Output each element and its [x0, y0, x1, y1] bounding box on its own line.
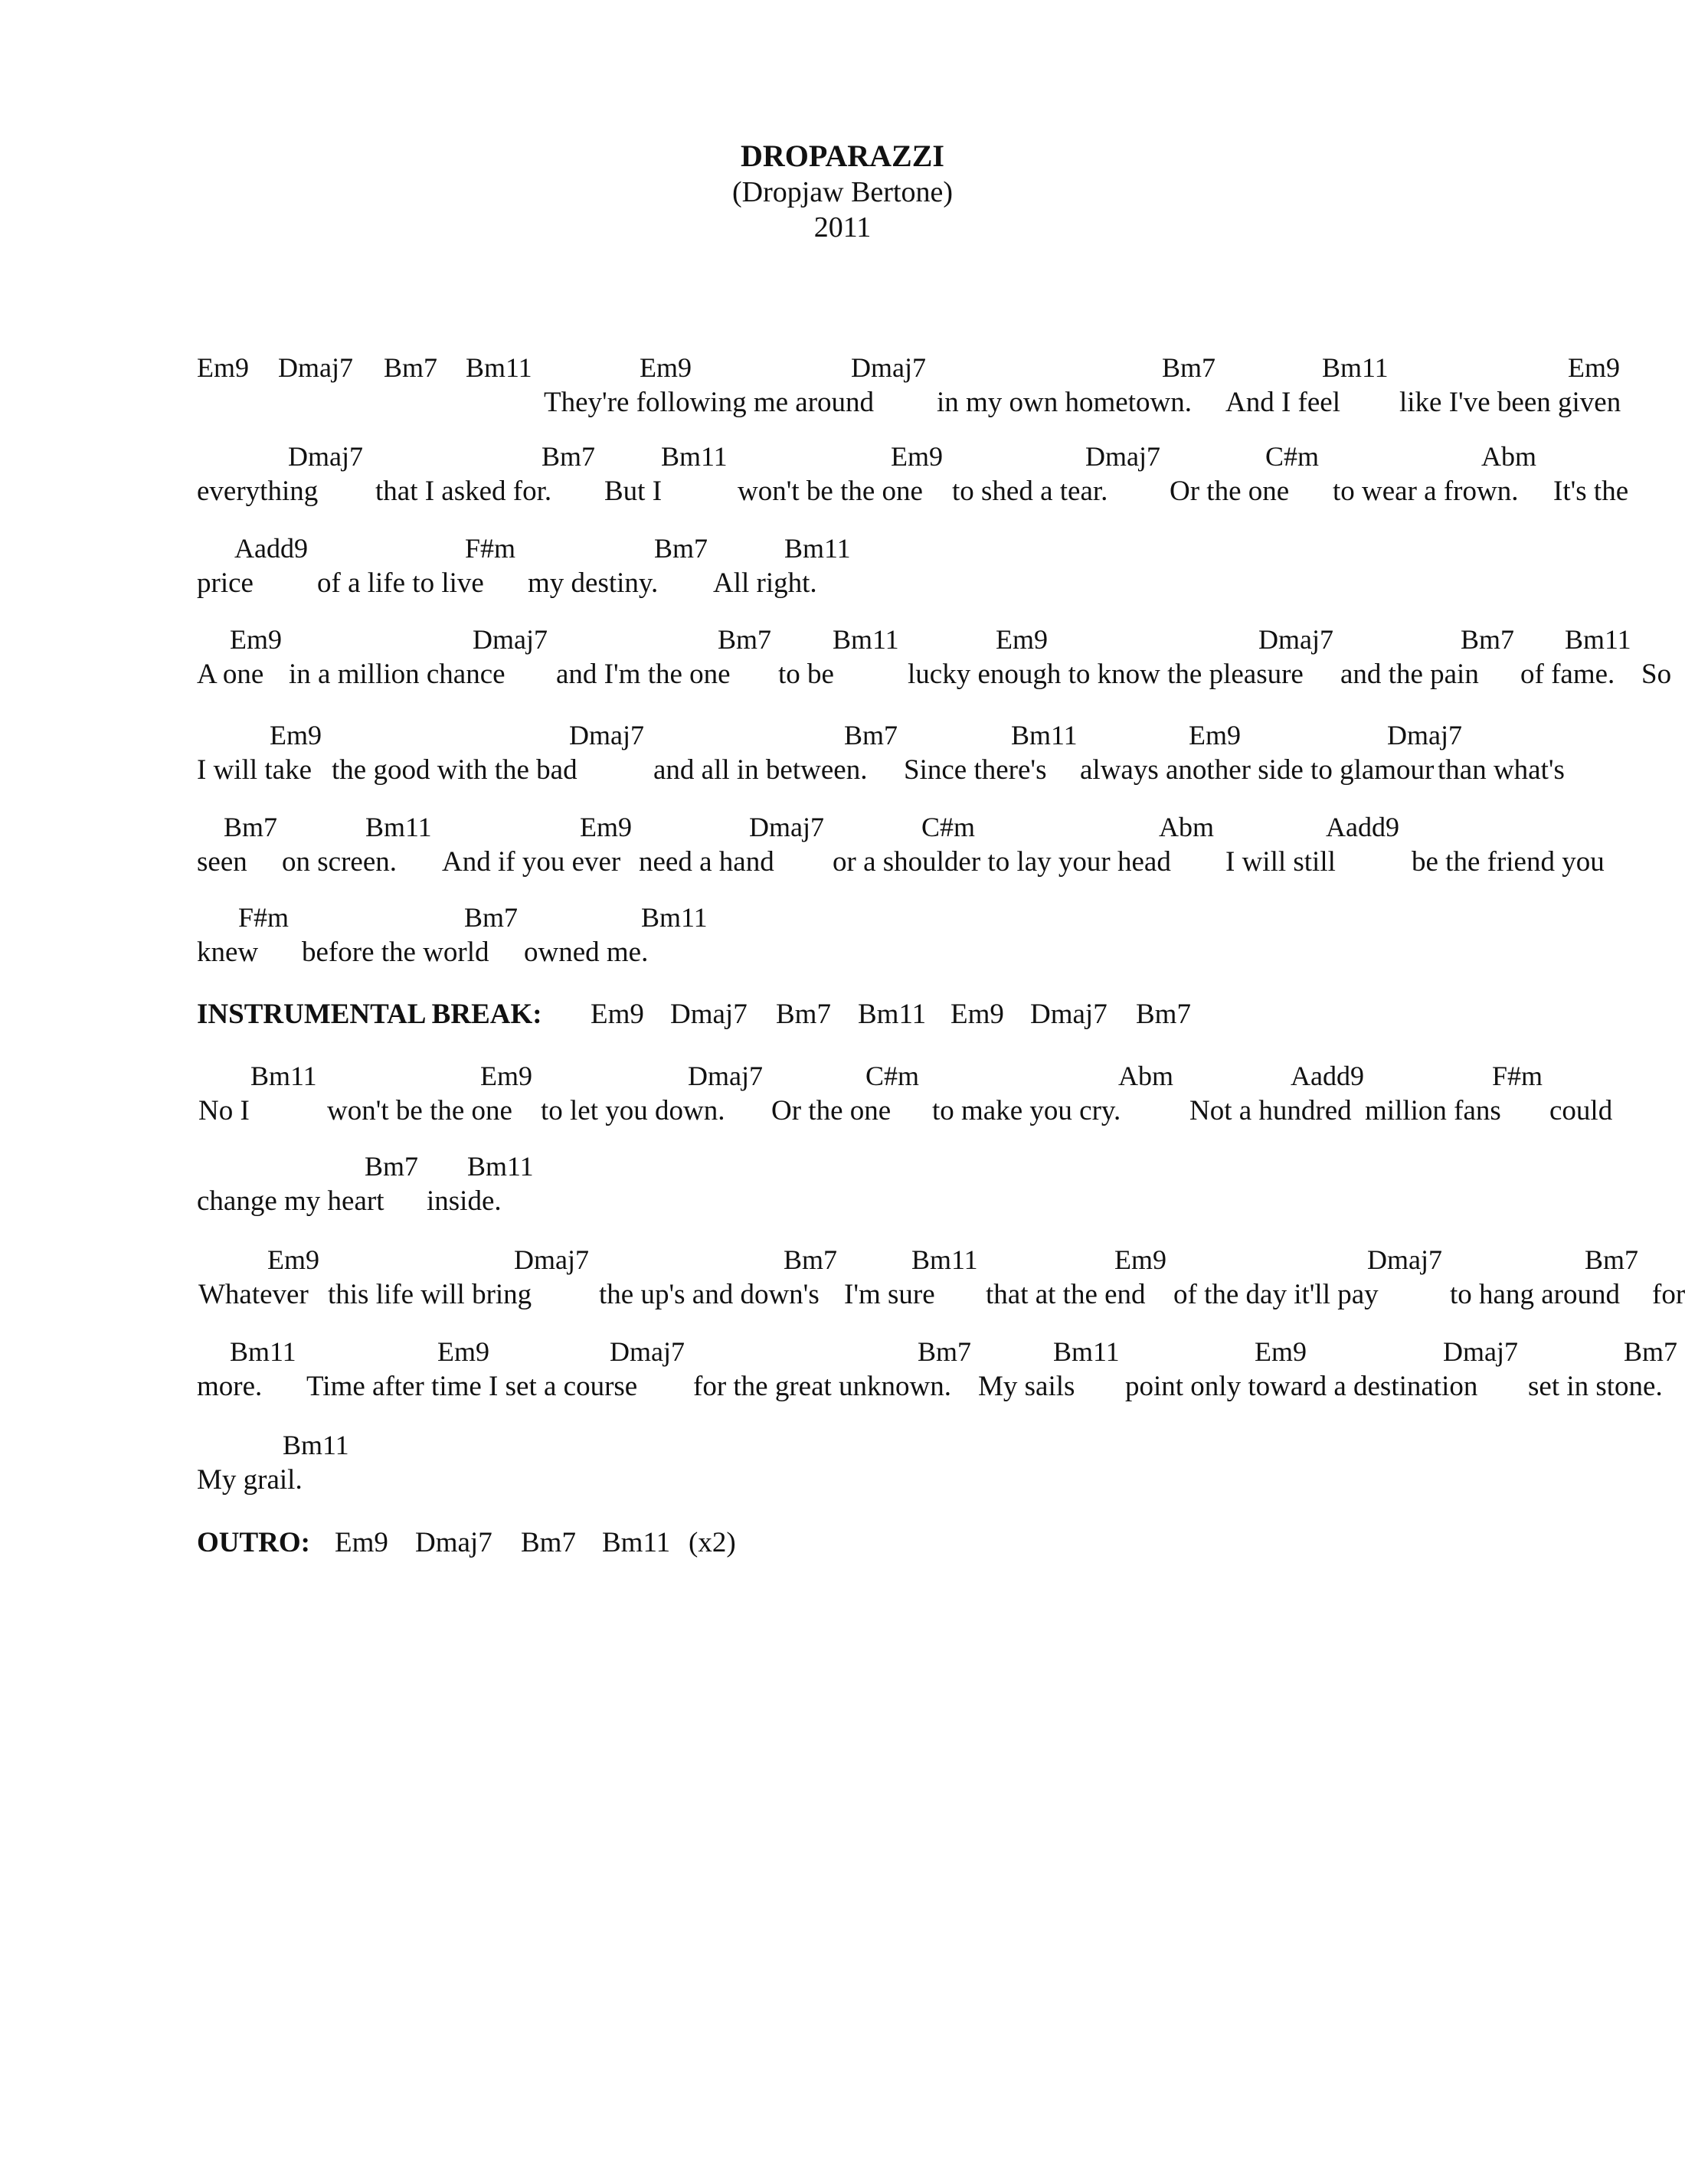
- lyric-line: [0, 568, 1685, 599]
- lyric-text: to make you cry.: [932, 1095, 1121, 1126]
- chord-name: Em9: [891, 441, 943, 472]
- chord-name: Bm11: [230, 1336, 296, 1367]
- chord-line: [0, 624, 1685, 655]
- lyric-line: [0, 1465, 1685, 1496]
- chord-name: Em9: [197, 352, 249, 383]
- lyric-line: [0, 847, 1685, 878]
- lyric-text: All right.: [713, 567, 817, 599]
- chord-name: Bm7: [654, 533, 708, 564]
- chord-name: Bm7: [1461, 624, 1515, 655]
- chord-name: Bm11: [784, 533, 851, 564]
- chord-name: Bm11: [1565, 624, 1631, 655]
- lyric-text: and the pain: [1340, 659, 1479, 690]
- lyric-line: [0, 1186, 1685, 1217]
- chord-name: Em9: [335, 1527, 388, 1558]
- lyric-text: to wear a frown.: [1333, 476, 1519, 507]
- chord-name: Dmaj7: [851, 352, 926, 383]
- lyric-text: always another side to glamour: [1080, 754, 1435, 786]
- chord-name: Abm: [1118, 1061, 1173, 1091]
- chord-line: [0, 1244, 1685, 1275]
- lyric-text: the up's and down's: [599, 1279, 820, 1310]
- chord-name: F#m: [1492, 1061, 1543, 1091]
- lyric-line: [0, 659, 1685, 690]
- lyric-text: could: [1549, 1095, 1613, 1126]
- chord-name: Dmaj7: [473, 624, 548, 655]
- lyric-text: Or the one: [771, 1095, 892, 1126]
- chord-name: Bm7: [541, 441, 596, 472]
- lyric-text: It's the: [1553, 476, 1629, 507]
- chord-name: Bm7: [1136, 999, 1191, 1030]
- lyric-text: or a shoulder to lay your head: [833, 846, 1171, 878]
- chord-name: Bm7: [521, 1527, 576, 1558]
- chord-line: [0, 441, 1685, 472]
- lyric-text: to shed a tear.: [952, 476, 1108, 507]
- chord-name: C#m: [921, 812, 976, 842]
- chord-line: [0, 812, 1685, 842]
- lyric-text: But I: [604, 476, 663, 507]
- chord-name: Dmaj7: [1258, 624, 1333, 655]
- lyric-text: more.: [197, 1371, 263, 1402]
- chord-name: Bm7: [918, 1336, 972, 1367]
- chord-name: Dmaj7: [1387, 720, 1462, 750]
- chord-name: Bm7: [224, 812, 278, 842]
- chord-name: Dmaj7: [1367, 1244, 1442, 1275]
- chord-name: Bm7: [384, 352, 438, 383]
- chord-line: [0, 902, 1685, 933]
- lyric-text: knew: [197, 937, 259, 968]
- chord-name: Bm11: [250, 1061, 317, 1091]
- chord-name: Bm11: [365, 812, 432, 842]
- lyric-text: Or the one: [1170, 476, 1290, 507]
- chord-name: Bm11: [467, 1151, 534, 1182]
- lyric-text: They're following me around: [544, 387, 875, 418]
- lyric-text: point only toward a destination: [1125, 1371, 1478, 1402]
- chord-name: Bm11: [1011, 720, 1078, 750]
- chord-name: Dmaj7: [670, 999, 748, 1030]
- lyric-text: that at the end: [986, 1279, 1146, 1310]
- chord-name: Bm11: [911, 1244, 978, 1275]
- lyric-text: to let you down.: [541, 1095, 725, 1126]
- chord-name: C#m: [1265, 441, 1320, 472]
- lyric-text: Whatever: [198, 1279, 309, 1310]
- chord-name: Em9: [480, 1061, 532, 1091]
- lyric-text: Time after time I set a course: [306, 1371, 638, 1402]
- chord-name: C#m: [865, 1061, 920, 1091]
- lyric-text: of the day it'll pay: [1173, 1279, 1379, 1310]
- lyric-text: A one: [197, 659, 264, 690]
- chord-name: Dmaj7: [514, 1244, 589, 1275]
- lyric-text: My grail.: [197, 1464, 303, 1496]
- chord-line: [0, 720, 1685, 750]
- chord-name: Abm: [1481, 441, 1536, 472]
- chord-name: Abm: [1159, 812, 1214, 842]
- lyric-text: I will still: [1225, 846, 1336, 878]
- lyric-text: than what's: [1438, 754, 1565, 786]
- chord-name: Dmaj7: [610, 1336, 685, 1367]
- chord-line: [0, 533, 1685, 564]
- lyric-text: lucky enough to know the pleasure: [908, 659, 1304, 690]
- lyric-text: price: [197, 567, 254, 599]
- chord-name: Dmaj7: [749, 812, 824, 842]
- chord-name: Bm11: [1053, 1336, 1120, 1367]
- chord-name: Em9: [267, 1244, 319, 1275]
- lyric-text: everything: [197, 476, 319, 507]
- lyric-text: My sails: [978, 1371, 1075, 1402]
- chord-name: Dmaj7: [569, 720, 644, 750]
- lyric-text: my destiny.: [528, 567, 659, 599]
- lyric-text: of a life to live: [317, 567, 484, 599]
- chord-name: Em9: [1189, 720, 1241, 750]
- lyric-text: And if you ever: [442, 846, 621, 878]
- section-label: INSTRUMENTAL BREAK:: [197, 999, 542, 1030]
- chord-line: [0, 1151, 1685, 1182]
- chord-name: Em9: [580, 812, 632, 842]
- lyric-text: for: [1652, 1279, 1685, 1310]
- lyric-text: this life will bring: [328, 1279, 532, 1310]
- chord-line: [0, 352, 1685, 383]
- lyric-text: in a million chance: [289, 659, 506, 690]
- chord-name: Bm7: [365, 1151, 419, 1182]
- lyric-text: before the world: [302, 937, 489, 968]
- lyric-text: I will take: [197, 754, 312, 786]
- lyric-text: won't be the one: [327, 1095, 512, 1126]
- lyric-text: No I: [198, 1095, 250, 1126]
- lyric-text: for the great unknown.: [693, 1371, 952, 1402]
- lyric-line: [0, 1372, 1685, 1402]
- lyric-text: seen: [197, 846, 247, 878]
- chord-name: Bm11: [833, 624, 899, 655]
- chord-line: [0, 1430, 1685, 1460]
- lyric-text: of fame.: [1520, 659, 1615, 690]
- chord-name: Em9: [230, 624, 282, 655]
- chord-name: Aadd9: [1326, 812, 1399, 842]
- section-label: OUTRO:: [197, 1527, 310, 1558]
- chord-name: Bm11: [1322, 352, 1389, 383]
- lyric-text: won't be the one: [738, 476, 923, 507]
- lyric-text: and all in between.: [653, 754, 868, 786]
- chord-name: F#m: [465, 533, 516, 564]
- chord-name: Bm7: [1162, 352, 1216, 383]
- chord-name: Em9: [640, 352, 692, 383]
- chord-name: Dmaj7: [1443, 1336, 1518, 1367]
- chord-name: Em9: [1255, 1336, 1307, 1367]
- chord-name: Bm7: [464, 902, 519, 933]
- chord-name: Em9: [996, 624, 1048, 655]
- lyric-text: that I asked for.: [375, 476, 552, 507]
- lyric-line: [0, 755, 1685, 786]
- lyric-line: [0, 1280, 1685, 1310]
- chord-name: Dmaj7: [278, 352, 353, 383]
- lyric-text: the good with the bad: [332, 754, 577, 786]
- chord-line: [0, 1336, 1685, 1367]
- lyric-text: So: [1641, 659, 1672, 690]
- chord-name: Dmaj7: [415, 1527, 492, 1558]
- chord-name: Bm11: [283, 1430, 349, 1460]
- lyric-text: million fans: [1365, 1095, 1501, 1126]
- lyric-text: on screen.: [282, 846, 397, 878]
- lyric-text: set in stone.: [1528, 1371, 1663, 1402]
- lyric-text: be the friend you: [1412, 846, 1605, 878]
- lyric-text: Since there's: [904, 754, 1047, 786]
- chord-name: Bm7: [776, 999, 831, 1030]
- lyric-text: change my heart: [197, 1185, 384, 1217]
- chord-name: Dmaj7: [288, 441, 363, 472]
- chord-name: F#m: [238, 902, 290, 933]
- chord-name: Em9: [950, 999, 1004, 1030]
- lyric-text: need a hand: [639, 846, 774, 878]
- chord-name: Bm11: [602, 1527, 671, 1558]
- lyric-text: owned me.: [524, 937, 649, 968]
- lyric-line: [0, 476, 1685, 507]
- lyric-line: [0, 387, 1685, 418]
- chord-name: Bm11: [858, 999, 927, 1030]
- lyric-text: inside.: [427, 1185, 502, 1217]
- lyric-text: in my own hometown.: [937, 387, 1192, 418]
- chord-name: Em9: [1568, 352, 1620, 383]
- chord-name: Em9: [591, 999, 644, 1030]
- lyric-text: and I'm the one: [556, 659, 731, 690]
- chord-name: Dmaj7: [1030, 999, 1108, 1030]
- lyric-text: to hang around: [1450, 1279, 1620, 1310]
- chord-name: Bm7: [1624, 1336, 1678, 1367]
- chord-name: Bm11: [661, 441, 728, 472]
- song-title: DROPARAZZI: [741, 139, 944, 173]
- chord-name: Aadd9: [234, 533, 308, 564]
- chord-name: Em9: [1114, 1244, 1166, 1275]
- lyric-text: to be: [778, 659, 834, 690]
- song-year: 2011: [813, 211, 872, 244]
- lyric-line: [0, 937, 1685, 968]
- chord-name: Bm7: [1585, 1244, 1639, 1275]
- section-line: [0, 999, 1685, 1030]
- lyric-text: Not a hundred: [1189, 1095, 1352, 1126]
- chord-name: Bm7: [784, 1244, 838, 1275]
- chord-name: Bm7: [718, 624, 772, 655]
- lyric-text: like I've been given: [1399, 387, 1621, 418]
- chord-name: Bm7: [844, 720, 898, 750]
- chord-name: (x2): [689, 1527, 736, 1558]
- chord-name: Bm11: [466, 352, 532, 383]
- lyric-line: [0, 1096, 1685, 1126]
- lyric-text: And I feel: [1225, 387, 1340, 418]
- section-line: [0, 1528, 1685, 1558]
- chord-name: Aadd9: [1291, 1061, 1364, 1091]
- chord-name: Dmaj7: [1085, 441, 1160, 472]
- chord-name: Em9: [437, 1336, 489, 1367]
- chord-name: Bm11: [641, 902, 708, 933]
- chord-name: Dmaj7: [688, 1061, 763, 1091]
- chord-line: [0, 1061, 1685, 1091]
- song-artist: (Dropjaw Bertone): [731, 176, 954, 208]
- chord-name: Em9: [270, 720, 322, 750]
- lyric-text: I'm sure: [844, 1279, 935, 1310]
